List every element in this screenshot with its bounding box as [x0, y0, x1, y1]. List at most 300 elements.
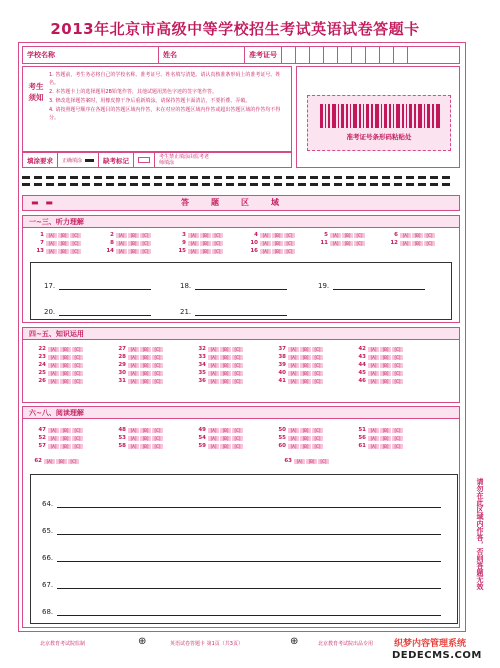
option-bubble[interactable]: [C] [70, 241, 81, 246]
option-bubble[interactable]: [B] [342, 241, 353, 246]
option-bubble[interactable]: [C] [152, 363, 163, 368]
question-39[interactable] [276, 362, 324, 368]
question-number: 50 [278, 427, 286, 433]
option-bubble[interactable]: [B] [58, 233, 69, 238]
filled-mark-icon [85, 159, 94, 162]
option-bubble[interactable]: [B] [380, 436, 391, 441]
option-bubble[interactable]: [C] [392, 444, 403, 449]
question-36[interactable] [196, 378, 244, 384]
question-number: 2 [110, 232, 114, 238]
option-bubble[interactable]: [A] [116, 233, 127, 238]
option-bubble[interactable]: [C] [152, 379, 163, 384]
option-bubble[interactable]: [B] [140, 428, 151, 433]
option-bubble[interactable]: [B] [300, 355, 311, 360]
question-number: 8 [110, 240, 114, 246]
option-bubble[interactable]: [B] [56, 459, 67, 464]
option-bubble[interactable]: [C] [392, 371, 403, 376]
question-63[interactable] [282, 458, 330, 464]
option-bubble[interactable]: [C] [70, 249, 81, 254]
question-59[interactable] [196, 443, 244, 449]
option-bubble[interactable]: [A] [48, 379, 59, 384]
answer-line-21[interactable]: 21. [180, 308, 287, 316]
question-44[interactable] [356, 362, 404, 368]
option-bubble[interactable]: [A] [48, 436, 59, 441]
option-bubble[interactable]: [C] [354, 233, 365, 238]
option-bubble[interactable]: [A] [288, 363, 299, 368]
option-bubble[interactable]: [C] [312, 371, 323, 376]
question-number: 4 [254, 232, 258, 238]
option-bubble[interactable]: [B] [342, 233, 353, 238]
answer-line-67[interactable]: 67. [42, 581, 441, 589]
question-number: 26 [38, 378, 46, 384]
barcode-area [296, 66, 460, 168]
option-bubble[interactable]: [A] [48, 428, 59, 433]
option-bubble[interactable]: [C] [392, 355, 403, 360]
option-bubble[interactable]: [A] [128, 363, 139, 368]
option-bubble[interactable]: [A] [128, 436, 139, 441]
question-7[interactable] [34, 240, 82, 246]
option-bubble[interactable]: [C] [232, 428, 243, 433]
question-14[interactable] [104, 248, 152, 254]
answer-line-64[interactable]: 64. [42, 500, 441, 508]
option-bubble[interactable]: [C] [424, 241, 435, 246]
option-bubble[interactable]: [A] [400, 241, 411, 246]
option-bubble[interactable]: [C] [284, 249, 295, 254]
question-24[interactable] [36, 362, 84, 368]
question-number: 63 [284, 458, 292, 464]
option-bubble[interactable]: [C] [152, 347, 163, 352]
option-bubble[interactable]: [A] [368, 444, 379, 449]
option-bubble[interactable]: [C] [212, 241, 223, 246]
option-bubble[interactable]: [A] [208, 347, 219, 352]
option-bubble[interactable]: [C] [232, 355, 243, 360]
question-number: 13 [36, 248, 44, 254]
question-number: 33 [198, 354, 206, 360]
option-bubble[interactable]: [A] [294, 459, 305, 464]
option-bubble[interactable]: [C] [72, 355, 83, 360]
option-bubble[interactable]: [B] [272, 249, 283, 254]
option-bubble[interactable]: [C] [424, 233, 435, 238]
question-22[interactable] [36, 346, 84, 352]
option-bubble[interactable]: [A] [368, 428, 379, 433]
absent-checkbox[interactable] [134, 153, 155, 167]
option-bubble[interactable]: [C] [284, 233, 295, 238]
option-bubble[interactable]: [C] [284, 241, 295, 246]
option-bubble[interactable]: [B] [140, 444, 151, 449]
option-bubble[interactable]: [C] [392, 363, 403, 368]
question-32[interactable] [196, 346, 244, 352]
option-bubble[interactable]: [A] [208, 363, 219, 368]
question-35[interactable] [196, 370, 244, 376]
question-number: 61 [358, 443, 366, 449]
option-bubble[interactable]: [C] [318, 459, 329, 464]
option-bubble[interactable]: [C] [152, 428, 163, 433]
option-bubble[interactable]: [A] [208, 436, 219, 441]
notice-item: 3. 修改选择题答案时，用橡皮擦干净后重新填涂。请保持答题卡面清洁，不要折叠、弄破。 [49, 98, 251, 104]
question-43[interactable] [356, 354, 404, 360]
option-bubble[interactable]: [A] [188, 249, 199, 254]
question-number: 41 [278, 378, 286, 384]
question-1[interactable] [34, 232, 82, 238]
option-bubble[interactable]: [B] [300, 444, 311, 449]
answer-line-19[interactable]: 19. [318, 282, 425, 290]
question-37[interactable] [276, 346, 324, 352]
notice-item: 1. 答题前，考生务必将自己的学校名称、准考证号、姓名填写清楚。请认真核准条形码上的准考证号、姓名。 [49, 72, 281, 86]
question-54[interactable] [196, 435, 244, 441]
question-53[interactable] [116, 435, 164, 441]
question-2[interactable] [104, 232, 152, 238]
option-bubble[interactable]: [B] [300, 379, 311, 384]
question-6[interactable] [388, 232, 436, 238]
option-bubble[interactable]: [C] [152, 355, 163, 360]
question-62[interactable] [32, 458, 80, 464]
question-23[interactable] [36, 354, 84, 360]
option-bubble[interactable]: [B] [220, 444, 231, 449]
question-50[interactable] [276, 427, 324, 433]
option-bubble[interactable]: [A] [368, 347, 379, 352]
option-bubble[interactable]: [A] [188, 241, 199, 246]
question-60[interactable] [276, 443, 324, 449]
question-9[interactable] [176, 240, 224, 246]
option-bubble[interactable]: [A] [48, 355, 59, 360]
question-number: 11 [320, 240, 328, 246]
option-bubble[interactable]: [A] [48, 444, 59, 449]
fill-label: 填涂要求 [23, 153, 58, 167]
question-34[interactable] [196, 362, 244, 368]
answer-line-18[interactable]: 18. [180, 282, 287, 290]
question-49[interactable] [196, 427, 244, 433]
fill-requirement-row [22, 152, 292, 168]
option-bubble[interactable]: [B] [128, 249, 139, 254]
question-number: 56 [358, 435, 366, 441]
option-bubble[interactable]: [A] [128, 355, 139, 360]
option-bubble[interactable]: [A] [188, 233, 199, 238]
answer-line-65[interactable]: 65. [42, 527, 441, 535]
option-bubble[interactable]: [B] [220, 355, 231, 360]
watermark [392, 636, 498, 666]
option-bubble[interactable]: [B] [380, 444, 391, 449]
option-bubble[interactable]: [C] [212, 249, 223, 254]
option-bubble[interactable]: [C] [72, 347, 83, 352]
question-47[interactable] [36, 427, 84, 433]
option-bubble[interactable]: [B] [220, 428, 231, 433]
option-bubble[interactable]: [A] [208, 428, 219, 433]
option-bubble[interactable]: [A] [208, 444, 219, 449]
option-bubble[interactable]: [B] [128, 241, 139, 246]
option-bubble[interactable]: [C] [70, 233, 81, 238]
option-bubble[interactable]: [B] [60, 428, 71, 433]
question-number: 38 [278, 354, 286, 360]
option-bubble[interactable]: [B] [380, 347, 391, 352]
option-bubble[interactable]: [B] [220, 379, 231, 384]
answer-line-20[interactable]: 20. [44, 308, 151, 316]
option-bubble[interactable]: [A] [368, 363, 379, 368]
question-12[interactable] [388, 240, 436, 246]
question-11[interactable] [318, 240, 366, 246]
option-bubble[interactable]: [C] [68, 459, 79, 464]
option-bubble[interactable]: [C] [152, 371, 163, 376]
option-bubble[interactable]: [B] [300, 371, 311, 376]
option-bubble[interactable]: [A] [48, 371, 59, 376]
option-bubble[interactable]: [B] [200, 249, 211, 254]
question-29[interactable] [116, 362, 164, 368]
option-bubble[interactable]: [A] [128, 444, 139, 449]
option-bubble[interactable]: [C] [212, 233, 223, 238]
option-bubble[interactable]: [A] [208, 355, 219, 360]
option-bubble[interactable]: [C] [140, 241, 151, 246]
question-4[interactable] [248, 232, 296, 238]
question-5[interactable] [318, 232, 366, 238]
registration-mark-icon: ⊕ [290, 636, 299, 647]
option-bubble[interactable]: [B] [60, 379, 71, 384]
registration-mark-icon: ⊕ [138, 636, 147, 647]
option-bubble[interactable]: [B] [60, 371, 71, 376]
option-bubble[interactable]: [B] [412, 233, 423, 238]
option-bubble[interactable]: [A] [46, 249, 57, 254]
question-number: 1 [40, 232, 44, 238]
school-field[interactable] [59, 47, 159, 63]
option-bubble[interactable]: [C] [72, 444, 83, 449]
question-52[interactable] [36, 435, 84, 441]
reading-write-box [30, 474, 458, 624]
question-48[interactable] [116, 427, 164, 433]
option-bubble[interactable]: [B] [58, 249, 69, 254]
question-number: 51 [358, 427, 366, 433]
question-56[interactable] [356, 435, 404, 441]
option-bubble[interactable]: [A] [260, 241, 271, 246]
question-number: 46 [358, 378, 366, 384]
option-bubble[interactable]: [C] [152, 436, 163, 441]
option-bubble[interactable]: [A] [208, 379, 219, 384]
option-bubble[interactable]: [B] [380, 371, 391, 376]
option-bubble[interactable]: [B] [220, 371, 231, 376]
answer-line-66[interactable]: 66. [42, 554, 441, 562]
option-bubble[interactable]: [C] [232, 436, 243, 441]
option-bubble[interactable]: [B] [60, 436, 71, 441]
option-bubble[interactable]: [C] [140, 249, 151, 254]
option-bubble[interactable]: [B] [140, 371, 151, 376]
question-16[interactable] [248, 248, 296, 254]
option-bubble[interactable]: [B] [140, 347, 151, 352]
question-28[interactable] [116, 354, 164, 360]
question-40[interactable] [276, 370, 324, 376]
question-26[interactable] [36, 378, 84, 384]
option-bubble[interactable]: [C] [72, 428, 83, 433]
option-bubble[interactable]: [A] [288, 355, 299, 360]
option-bubble[interactable]: [C] [232, 347, 243, 352]
option-bubble[interactable]: [A] [368, 436, 379, 441]
option-bubble[interactable]: [B] [200, 233, 211, 238]
option-bubble[interactable]: [B] [272, 233, 283, 238]
question-25[interactable] [36, 370, 84, 376]
alignment-marks [22, 176, 460, 188]
option-bubble[interactable]: [A] [116, 249, 127, 254]
option-bubble[interactable]: [C] [392, 379, 403, 384]
option-bubble[interactable]: [C] [72, 363, 83, 368]
option-bubble[interactable]: [C] [392, 428, 403, 433]
notice-box [22, 66, 292, 152]
answer-line-68[interactable]: 68. [42, 608, 441, 616]
question-27[interactable] [116, 346, 164, 352]
question-number: 27 [118, 346, 126, 352]
option-bubble[interactable]: [A] [288, 436, 299, 441]
question-15[interactable] [176, 248, 224, 254]
option-bubble[interactable]: [C] [72, 436, 83, 441]
absent-label: 缺考标记 [99, 153, 134, 167]
question-number: 59 [198, 443, 206, 449]
name-field[interactable] [181, 47, 245, 63]
option-bubble[interactable]: [A] [128, 379, 139, 384]
option-bubble[interactable]: [C] [312, 379, 323, 384]
option-bubble[interactable]: [A] [330, 241, 341, 246]
option-bubble[interactable]: [C] [152, 444, 163, 449]
question-38[interactable] [276, 354, 324, 360]
answer-line-17[interactable]: 17. [44, 282, 151, 290]
barcode-label: 准考证号条形码粘贴处 [346, 133, 412, 141]
option-bubble[interactable]: [B] [220, 347, 231, 352]
question-31[interactable] [116, 378, 164, 384]
option-bubble[interactable]: [B] [220, 363, 231, 368]
question-3[interactable] [176, 232, 224, 238]
question-number: 28 [118, 354, 126, 360]
option-bubble[interactable]: [A] [330, 233, 341, 238]
question-number: 54 [198, 435, 206, 441]
question-number: 31 [118, 378, 126, 384]
option-bubble[interactable]: [B] [220, 436, 231, 441]
info-row [22, 46, 460, 64]
question-55[interactable] [276, 435, 324, 441]
option-bubble[interactable]: [A] [368, 355, 379, 360]
question-number: 37 [278, 346, 286, 352]
option-bubble[interactable]: [C] [312, 428, 323, 433]
question-61[interactable] [356, 443, 404, 449]
question-number: 62 [34, 458, 42, 464]
option-bubble[interactable]: [C] [392, 347, 403, 352]
question-42[interactable] [356, 346, 404, 352]
option-bubble[interactable]: [B] [272, 241, 283, 246]
option-bubble[interactable]: [B] [60, 444, 71, 449]
option-bubble[interactable]: [B] [200, 241, 211, 246]
option-bubble[interactable]: [B] [140, 363, 151, 368]
question-10[interactable] [248, 240, 296, 246]
question-30[interactable] [116, 370, 164, 376]
question-number: 60 [278, 443, 286, 449]
option-bubble[interactable]: [C] [232, 363, 243, 368]
option-bubble[interactable]: [B] [380, 363, 391, 368]
option-bubble[interactable]: [A] [368, 371, 379, 376]
question-number: 52 [38, 435, 46, 441]
option-bubble[interactable]: [B] [306, 459, 317, 464]
option-bubble[interactable]: [A] [48, 363, 59, 368]
question-8[interactable] [104, 240, 152, 246]
option-bubble[interactable]: [C] [232, 379, 243, 384]
option-bubble[interactable]: [A] [128, 371, 139, 376]
option-bubble[interactable]: [B] [140, 436, 151, 441]
option-bubble[interactable]: [A] [288, 444, 299, 449]
option-bubble[interactable]: [A] [288, 371, 299, 376]
option-bubble[interactable]: [C] [232, 444, 243, 449]
option-bubble[interactable]: [A] [260, 249, 271, 254]
question-46[interactable] [356, 378, 404, 384]
option-bubble[interactable]: [B] [300, 428, 311, 433]
option-bubble[interactable]: [B] [128, 233, 139, 238]
question-41[interactable] [276, 378, 324, 384]
option-bubble[interactable]: [A] [288, 379, 299, 384]
option-bubble[interactable]: [B] [300, 363, 311, 368]
option-bubble[interactable]: [B] [300, 436, 311, 441]
option-bubble[interactable]: [A] [208, 371, 219, 376]
question-number: 39 [278, 362, 286, 368]
option-bubble[interactable]: [C] [140, 233, 151, 238]
watermark-bottom: DEDECMS.COM [392, 650, 482, 661]
question-13[interactable] [34, 248, 82, 254]
option-bubble[interactable]: [B] [58, 241, 69, 246]
option-bubble[interactable]: [A] [400, 233, 411, 238]
option-bubble[interactable]: [B] [60, 347, 71, 352]
option-bubble[interactable]: [C] [232, 371, 243, 376]
option-bubble[interactable]: [A] [44, 459, 55, 464]
option-bubble[interactable]: [A] [46, 233, 57, 238]
question-57[interactable] [36, 443, 84, 449]
option-bubble[interactable]: [B] [380, 355, 391, 360]
question-number: 23 [38, 354, 46, 360]
option-bubble[interactable]: [A] [128, 347, 139, 352]
option-bubble[interactable]: [C] [72, 371, 83, 376]
option-bubble[interactable]: [A] [46, 241, 57, 246]
question-number: 14 [106, 248, 114, 254]
watermark-top: 织梦内容管理系统 [394, 639, 467, 649]
option-bubble[interactable]: [A] [288, 428, 299, 433]
option-bubble[interactable]: [B] [140, 379, 151, 384]
option-bubble[interactable]: [B] [60, 355, 71, 360]
option-bubble[interactable]: [A] [48, 347, 59, 352]
question-number: 55 [278, 435, 286, 441]
option-bubble[interactable]: [B] [380, 379, 391, 384]
footer-right: 北京教育考试院出品专用 [318, 641, 374, 647]
option-bubble[interactable]: [C] [312, 444, 323, 449]
question-number: 24 [38, 362, 46, 368]
question-33[interactable] [196, 354, 244, 360]
question-45[interactable] [356, 370, 404, 376]
exam-no-boxes[interactable] [281, 47, 421, 63]
option-bubble[interactable]: [A] [288, 347, 299, 352]
question-number: 5 [324, 232, 328, 238]
option-bubble[interactable]: [B] [140, 355, 151, 360]
option-bubble[interactable]: [B] [60, 363, 71, 368]
question-number: 49 [198, 427, 206, 433]
option-bubble[interactable]: [C] [312, 436, 323, 441]
option-bubble[interactable]: [A] [260, 233, 271, 238]
question-number: 34 [198, 362, 206, 368]
option-bubble[interactable]: [C] [354, 241, 365, 246]
option-bubble[interactable]: [C] [312, 363, 323, 368]
option-bubble[interactable]: [A] [116, 241, 127, 246]
school-label: 学校名称 [27, 51, 55, 59]
question-number: 7 [40, 240, 44, 246]
option-bubble[interactable]: [B] [412, 241, 423, 246]
option-bubble[interactable]: [A] [128, 428, 139, 433]
option-bubble[interactable]: [C] [312, 347, 323, 352]
option-bubble[interactable]: [C] [72, 379, 83, 384]
option-bubble[interactable]: [B] [380, 428, 391, 433]
option-bubble[interactable]: [A] [368, 379, 379, 384]
question-58[interactable] [116, 443, 164, 449]
question-number: 9 [182, 240, 186, 246]
question-51[interactable] [356, 427, 404, 433]
option-bubble[interactable]: [B] [300, 347, 311, 352]
option-bubble[interactable]: [C] [312, 355, 323, 360]
option-bubble[interactable]: [C] [392, 436, 403, 441]
